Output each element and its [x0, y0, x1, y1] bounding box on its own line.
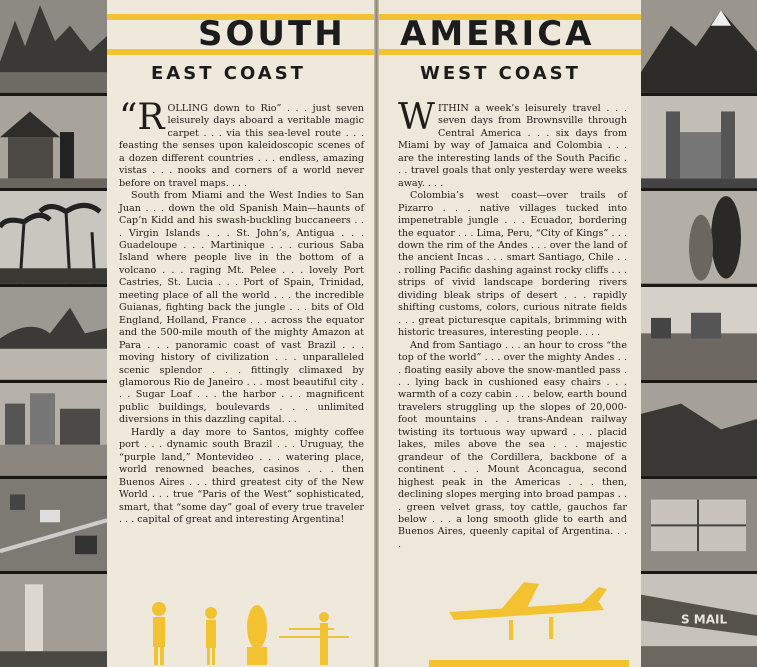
photo-coastal-cliffs: [641, 383, 757, 476]
photo-rio-harbor: [0, 287, 107, 380]
east-coast-text: [119, 97, 364, 526]
photo-cathedral: [641, 96, 757, 189]
photo-aerial-city: [0, 479, 107, 572]
travelers-illustration: [129, 587, 354, 667]
airplane-illustration: [429, 572, 629, 667]
west-para-1: ITHIN a week’s leisurely travel . . . seven days from Brownsville through Central America . . . six days from Miami by way of Jamaica and Colombia . . . are the interesting lands of the South Pacific . . . travel goals that only yesterday were weeks away. . . .: [398, 103, 627, 189]
photo-snow-andes: [641, 0, 757, 93]
subtitle-east-coast: EAST COAST: [151, 63, 306, 84]
right-page-west-coast: [379, 0, 641, 667]
mail-plane-lettering: S MAIL: [681, 612, 728, 627]
photo-plaza: [641, 479, 757, 572]
photo-thatched-huts: [0, 96, 107, 189]
title-america: AMERICA: [400, 14, 595, 54]
dropcap-w: W: [398, 97, 436, 138]
left-photo-strip: [0, 0, 107, 667]
photo-city-boulevard: [0, 383, 107, 476]
photo-palm-trees: [0, 191, 107, 284]
east-para-3: Hardly a day more to Santos, mighty coffee port . . . dynamic south Brazil . . . Uruguay, the “purple land,” Montevideo . . . watering place, world renowned beaches, casinos . . . then Buenos Aires . . . third greatest city of the New World . . . true “Paris of the West” sophisticated, smart, that “some day” goal of every true traveler . . . capital of great and interesting Argentina!: [119, 426, 364, 525]
left-page-east-coast: [107, 0, 374, 667]
photo-monument: [0, 574, 107, 667]
subtitle-west-coast: WEST COAST: [420, 63, 581, 84]
photo-lima-city: [641, 287, 757, 380]
photo-mail-plane: [641, 574, 757, 667]
photo-native-women: [641, 191, 757, 284]
photo-mountain-bay: [0, 0, 107, 93]
west-coast-text: [398, 97, 627, 551]
west-para-2: Colombia’s west coast—over trails of Pizarro . . . native villages tucked into impenetrable jungle . . . Ecuador, bordering the equator . . . Lima, Peru, “City of Kings” . . . down the rim of the Andes . . . over the land of the ancient Incas . . . smart Santiago, Chile . . . rolling Pacific dashing against rocky cliffs . . . strips of vivid landscape bordering rivers dividing bleak strips of desert . . . rapidly shifting customs, colors, curious nitrate fields . . . great picturesque capitals, brimming with historic treasures, interesting people. . . .: [398, 190, 627, 339]
dropcap-r: “R: [119, 97, 165, 138]
east-para-1: OLLING down to Rio” . . . just seven leisurely days aboard a veritable magic carpet . . . via this sea-level route . . . feasting the senses upon kaleidoscopic scenes of a dozen different countries . . . endless, amazing vistas . . . nooks and corners of a world never before on travel maps. . . .: [119, 103, 364, 189]
title-south: SOUTH: [198, 14, 346, 54]
right-photo-strip: [641, 0, 757, 667]
east-para-2: South from Miami and the West Indies to San Juan . . . down the old Spanish Main—haunts of Cap’n Kidd and his swash-buckling buccaneers . . . Virgin Islands . . . St. John’s, Antigua . . . Guadeloupe . . . Martinique . . . curious Saba Island where people live in the bottom of a volcano . . . raging Mt. Pelee . . . lovely Port Castries, St. Lucia . . . Port of Spain, Trinidad, meeting place of all the world . . . the incredible Guianas, fighting back the jungle . . . bits of Old England, Holland, France . . . across the equator and the 500-mile mouth of the mighty Amazon at Para . . . panoramic coast of vast Brazil . . . moving history of civilization . . . unparalleled scenic splendor . . . fittingly climaxed by glamorous Rio de Janeiro . . . most beautiful city . . . Sugar Loaf . . . the harbor . . . magnificent public buildings, boulevards . . . unlimited diversions in this dazzling capital. . .: [119, 190, 364, 426]
west-para-3: And from Santiago . . . an hour to cross “the top of the world” . . . over the mighty Andes . . . floating easily above the snow-mantled pass . . . lying back in cushioned easy chairs . . . warmth of a cozy cabin . . . below, earth bound travelers struggling up the slopes of 20,000-foot mountains . . . trans-Andean railway twisting its tortuous way upward . . . placid lakes, miles above the sea . . . majestic grandeur of the Cordillera, backbone of a continent . . . Mount Aconcagua, second highest peak in the Americas . . . then, declining slopes merging into broad pampas . . . green velvet grass, toy cattle, gauchos far below . . . a long smooth glide to earth and Buenos Aires, queenly capital of Argentina. . . .: [398, 339, 627, 550]
